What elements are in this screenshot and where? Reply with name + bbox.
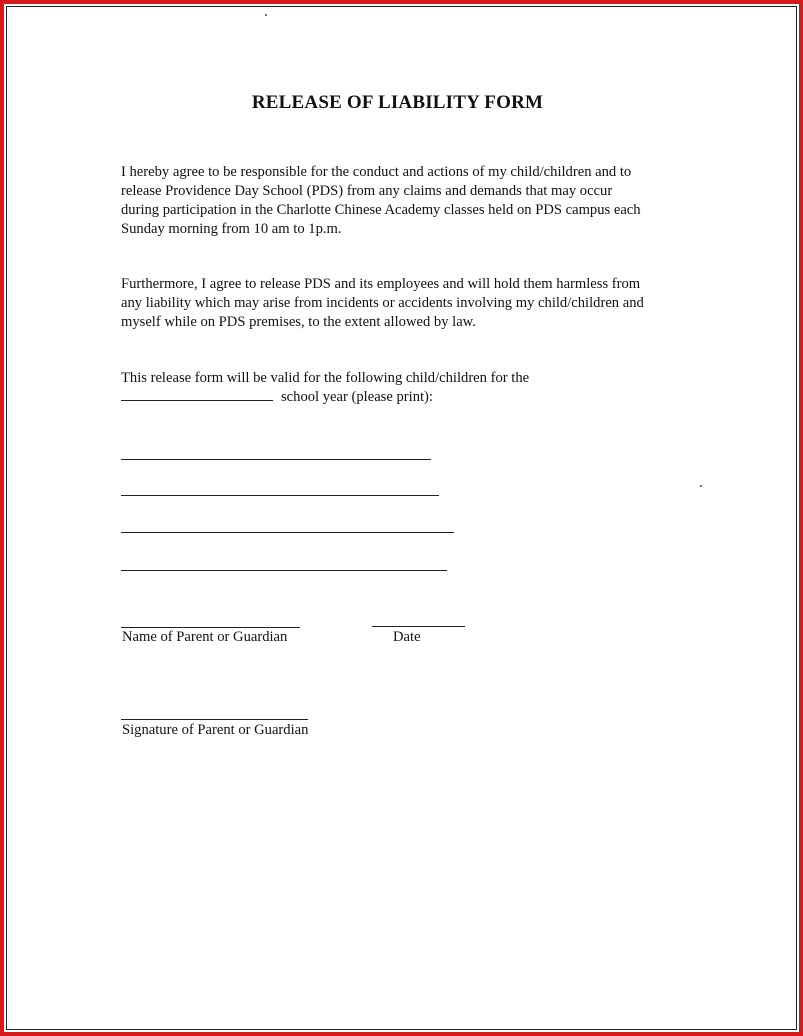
school-year-line (121, 388, 681, 407)
validity-paragraph (121, 369, 681, 407)
paragraph-line: Furthermore, I agree to release PDS and its employees and will hold them harmless from (121, 276, 641, 292)
date-label: Date (393, 629, 421, 645)
parent-name-label: Name of Parent or Guardian (122, 629, 288, 645)
child-name-field-1[interactable] (121, 459, 431, 460)
scan-speck (700, 485, 702, 487)
school-year-field[interactable] (121, 388, 273, 401)
paragraph-line: release Providence Day School (PDS) from any claims and demands that may occur (121, 183, 613, 199)
form-title: RELEASE OF LIABILITY FORM (251, 92, 544, 113)
paragraph-line: during participation in the Charlotte Chinese Academy classes held on PDS campus each (121, 202, 641, 218)
child-name-field-2[interactable] (121, 495, 439, 496)
signature-label: Signature of Parent or Guardian (122, 722, 309, 738)
signature-field[interactable] (121, 719, 308, 720)
parent-name-field[interactable] (121, 627, 300, 628)
child-name-field-4[interactable] (121, 570, 447, 571)
paragraph-line: I hereby agree to be responsible for the conduct and actions of my child/children and to (121, 164, 632, 180)
responsibility-paragraph (121, 163, 681, 239)
release-paragraph (121, 275, 681, 332)
scan-speck (265, 14, 267, 16)
paragraph-line: any liability which may arise from incidents or accidents involving my child/children and (121, 295, 644, 311)
paragraph-line: myself while on PDS premises, to the extent allowed by law. (121, 314, 476, 330)
paragraph-line: This release form will be valid for the following child/children for the (121, 370, 530, 386)
child-name-field-3[interactable] (121, 532, 454, 533)
date-field[interactable] (372, 626, 465, 627)
paragraph-line: Sunday morning from 10 am to 1p.m. (121, 221, 342, 237)
school-year-label: school year (please print): (281, 389, 433, 405)
